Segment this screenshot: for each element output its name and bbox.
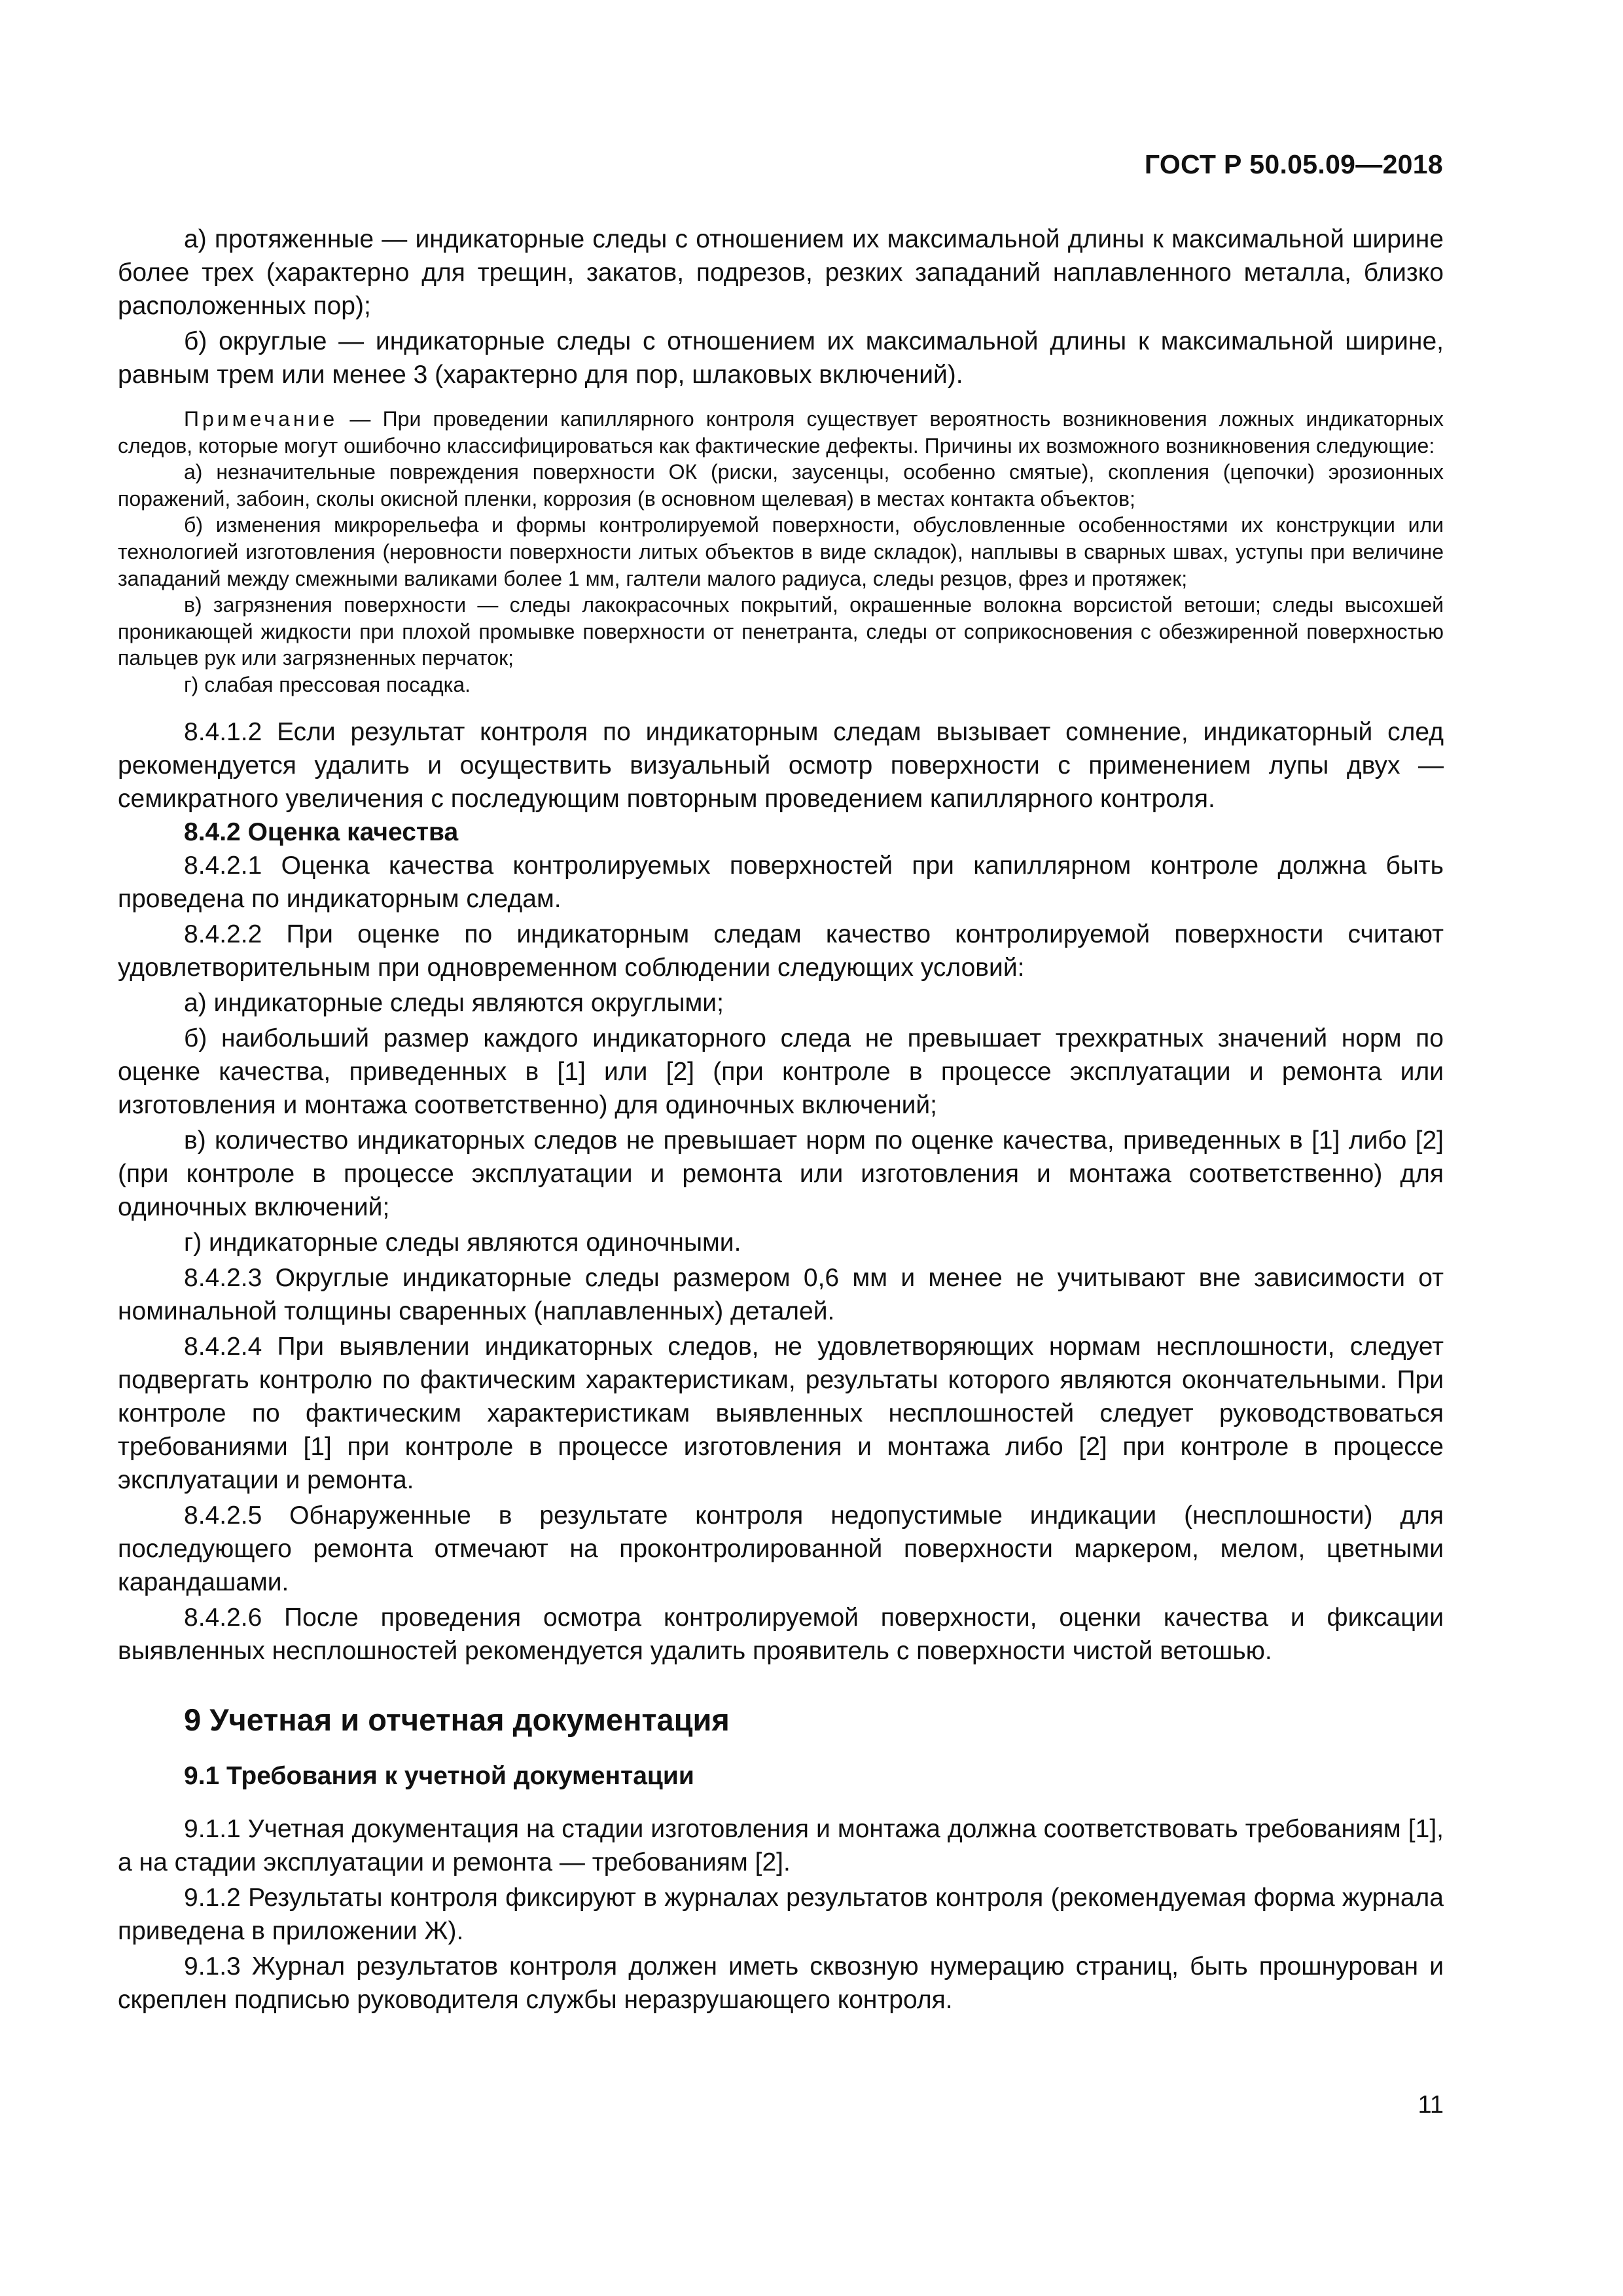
note-item: б) изменения микрорельефа и формы контролируемой поверхности, обусловленные особенностями их конструкции или технологией изготовления (неровности поверхности литых объектов в виде складок), наплывы в сварных швах, уступы при величине западаний между смежными валиками более 1 мм, галтели малого радиуса, следы резцов, фрез и протяжек; bbox=[118, 513, 1444, 590]
section-heading: 9 Учетная и отчетная документация bbox=[184, 1702, 730, 1737]
paragraph: 8.4.2.6 После проведения осмотра контролируемой поверхности, оценки качества и фиксации выявленных несплошностей рекомендуется удалить проявитель с поверхности чистой ветошью. bbox=[118, 1603, 1444, 1665]
note-item: г) слабая прессовая посадка. bbox=[184, 672, 471, 696]
paragraph: г) индикаторные следы являются одиночными. bbox=[184, 1228, 741, 1257]
note-label: Примечание bbox=[184, 407, 338, 431]
subsection-heading: 9.1 Требования к учетной документации bbox=[184, 1761, 694, 1790]
paragraph: а) протяженные — индикаторные следы с отношением их максимальной длины к максимальной ширине более трех (характерно для трещин, закатов, подрезов, резких западаний наплавленного металла, близко расположенных пор); bbox=[118, 225, 1444, 320]
note-intro bbox=[118, 406, 1444, 459]
page-content bbox=[118, 223, 1444, 2017]
paragraph: 8.4.2.3 Округлые индикаторные следы размером 0,6 мм и менее не учитывают вне зависимости от номинальной толщины сваренных (наплавленных) деталей. bbox=[118, 1263, 1444, 1325]
paragraph: 8.4.2.4 При выявлении индикаторных следов, не удовлетворяющих нормам несплошности, следует подвергать контролю по фактическим характеристикам, результаты которого являются окончательными. При контроле по фактическим характеристикам выявленных несплошностей следует руководствоваться требованиями [1] при контроле в процессе изготовления и монтажа либо [2] при контроле в процессе эксплуатации и ремонта. bbox=[118, 1332, 1444, 1494]
page-number: 11 bbox=[1418, 2091, 1444, 2119]
paragraph: 8.4.1.2 Если результат контроля по индикаторным следам вызывает сомнение, индикаторный след рекомендуется удалить и осуществить визуальный осмотр поверхности с применением лупы двух — семикратного увеличения с последующим повторным проведением капиллярного контроля. bbox=[118, 717, 1444, 813]
note-block bbox=[118, 406, 1444, 698]
paragraph: 8.4.2.2 При оценке по индикаторным следам качество контролируемой поверхности считают удовлетворительным при одновременном соблюдении следующих условий: bbox=[118, 920, 1444, 982]
paragraph: 9.1.3 Журнал результатов контроля должен иметь сквозную нумерацию страниц, быть прошнурован и скреплен подписью руководителя службы неразрушающего контроля. bbox=[118, 1952, 1444, 2014]
note-item: а) незначительные повреждения поверхности ОК (риски, заусенцы, особенно смятые), скопления (цепочки) эрозионных поражений, забоин, сколы окисной пленки, коррозия (в основном щелевая) в местах контакта объектов; bbox=[118, 460, 1444, 511]
paragraph: 8.4.2.1 Оценка качества контролируемых поверхностей при капиллярном контроле должна быть проведена по индикаторным следам. bbox=[118, 851, 1444, 913]
paragraph: 9.1.1 Учетная документация на стадии изготовления и монтажа должна соответствовать требованиям [1], а на стадии эксплуатации и ремонта — требованиям [2]. bbox=[118, 1814, 1444, 1876]
paragraph: в) количество индикаторных следов не превышает норм по оценке качества, приведенных в [1] либо [2] (при контроле в процессе эксплуатации и ремонта или изготовления и монтажа соответственно) для одиночных включений; bbox=[118, 1126, 1444, 1221]
paragraph: б) наибольший размер каждого индикаторного следа не превышает трехкратных значений норм по оценке качества, приведенных в [1] или [2] (при контроле в процессе эксплуатации и ремонта или изготовления и монтажа соответственно) для одиночных включений; bbox=[118, 1024, 1444, 1119]
paragraph: 8.4.2.5 Обнаруженные в результате контроля недопустимые индикации (несплошности) для последующего ремонта отмечают на проконтролированной поверхности маркером, мелом, цветными карандашами. bbox=[118, 1501, 1444, 1596]
paragraph: б) округлые — индикаторные следы с отношением их максимальной длины к максимальной ширине, равным трем или менее 3 (характерно для пор, шлаковых включений). bbox=[118, 327, 1444, 389]
subsection-heading: 8.4.2 Оценка качества bbox=[184, 817, 459, 846]
paragraph: а) индикаторные следы являются округлыми; bbox=[184, 988, 724, 1017]
document-header: ГОСТ Р 50.05.09—2018 bbox=[1144, 149, 1443, 179]
note-item: в) загрязнения поверхности — следы лакокрасочных покрытий, окрашенные волокна ворсистой ветоши; следы высохшей проникающей жидкости при плохой промывке поверхности от пенетранта, следы от соприкосновения с обезжиренной поверхностью пальцев рук или загрязненных перчаток; bbox=[118, 593, 1444, 670]
paragraph: 9.1.2 Результаты контроля фиксируют в журналах результатов контроля (рекомендуемая форма журнала приведена в приложении Ж). bbox=[118, 1883, 1444, 1945]
note-intro-text: — При проведении капиллярного контроля существует вероятность возникновения ложных индикаторных следов, которые могут ошибочно классифицироваться как фактические дефекты. Причины их возможного возникновения следующие: bbox=[118, 407, 1444, 457]
